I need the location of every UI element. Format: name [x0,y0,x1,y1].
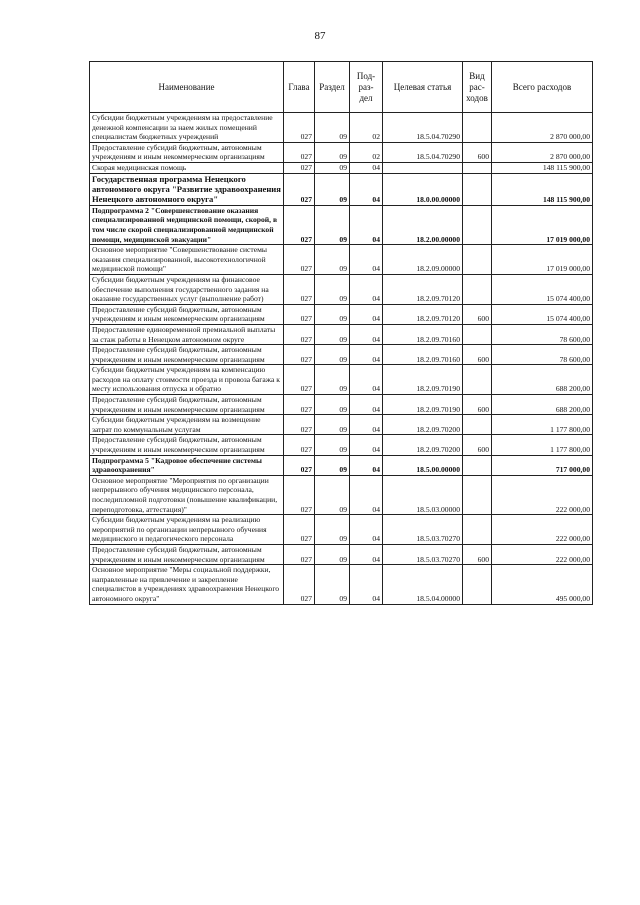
cell-target: 18.2.00.00000 [383,205,463,244]
cell-section: 09 [315,345,350,365]
cell-total: 2 870 000,00 [492,113,593,143]
cell-target: 18.5.04.70290 [383,113,463,143]
header-subsection: Под-раз-дел [350,62,383,113]
cell-section: 09 [315,455,350,475]
table-row [90,245,593,275]
table-row [90,162,593,173]
cell-subsection: 04 [350,173,383,205]
cell-name: Предоставление субсидий бюджетным, автономным учреждениям и иным некоммерческим организациям [90,435,284,455]
cell-type: 600 [463,304,492,324]
cell-type: 600 [463,435,492,455]
cell-target: 18.2.09.00000 [383,245,463,275]
page-number: 87 [314,30,326,42]
cell-subsection: 04 [350,455,383,475]
cell-total: 148 115 900,00 [492,162,593,173]
cell-type [463,173,492,205]
cell-type [463,565,492,604]
cell-section: 09 [315,245,350,275]
cell-total: 222 000,00 [492,515,593,545]
cell-name: Основное мероприятие "Меры социальной поддержки, направленные на привлечение и закрепление специалистов в учреждениях здравоохранения Ненецкого автономного округа" [90,565,284,604]
cell-target: 18.0.00.00000 [383,173,463,205]
cell-target: 18.2.09.70160 [383,345,463,365]
cell-subsection: 04 [350,304,383,324]
cell-chapter: 027 [284,565,315,604]
cell-section: 09 [315,365,350,395]
cell-type [463,324,492,344]
cell-name: Государственная программа Ненецкого автономного округа "Развитие здравоохранения Ненецкого автономного округа" [90,173,284,205]
cell-chapter: 027 [284,395,315,415]
cell-type: 600 [463,395,492,415]
cell-target: 18.2.09.70190 [383,365,463,395]
header-section: Раздел [315,62,350,113]
cell-subsection: 02 [350,142,383,162]
cell-section: 09 [315,173,350,205]
cell-chapter: 027 [284,113,315,143]
cell-total: 222 000,00 [492,544,593,564]
cell-total: 2 870 000,00 [492,142,593,162]
cell-section: 09 [315,415,350,435]
cell-section: 09 [315,435,350,455]
cell-chapter: 027 [284,162,315,173]
cell-section: 09 [315,515,350,545]
table-row [90,475,593,514]
cell-total: 15 074 400,00 [492,304,593,324]
cell-chapter: 027 [284,205,315,244]
cell-type [463,113,492,143]
header-total: Всего расходов [492,62,593,113]
cell-type [463,162,492,173]
table-row [90,455,593,475]
cell-type [463,455,492,475]
cell-name: Предоставление единовременной премиальной выплаты за стаж работы в Ненецком автономном округе [90,324,284,344]
cell-total: 688 200,00 [492,365,593,395]
cell-total: 495 000,00 [492,565,593,604]
cell-subsection: 04 [350,565,383,604]
cell-section: 09 [315,113,350,143]
cell-section: 09 [315,544,350,564]
cell-section: 09 [315,142,350,162]
cell-type [463,245,492,275]
cell-section: 09 [315,565,350,604]
cell-total: 688 200,00 [492,395,593,415]
cell-name: Субсидии бюджетным учреждениям на реализацию мероприятий по организации непрерывного обучения медицинского и педагогического персонала [90,515,284,545]
cell-name: Основное мероприятие "Мероприятия по организации непрерывного обучения медицинского персонала, последипломной подготовки (повышение квалификации, переподготовка, аттестация)" [90,475,284,514]
cell-subsection: 04 [350,245,383,275]
cell-name: Основное мероприятие "Совершенствование системы оказания специализированной, высокотехнологичной медицинской помощи" [90,245,284,275]
cell-section: 09 [315,304,350,324]
cell-subsection: 04 [350,205,383,244]
cell-section: 09 [315,162,350,173]
cell-name: Скорая медицинская помощь [90,162,284,173]
cell-subsection: 04 [350,415,383,435]
cell-target: 18.5.03.70270 [383,515,463,545]
cell-subsection: 04 [350,324,383,344]
cell-name: Предоставление субсидий бюджетным, автономным учреждениям и иным некоммерческим организациям [90,345,284,365]
cell-chapter: 027 [284,435,315,455]
cell-name: Предоставление субсидий бюджетным, автономным учреждениям и иным некоммерческим организациям [90,395,284,415]
table-row [90,345,593,365]
cell-total: 148 115 900,00 [492,173,593,205]
cell-target: 18.2.09.70120 [383,304,463,324]
cell-name: Предоставление субсидий бюджетным, автономным учреждениям и иным некоммерческим организациям [90,544,284,564]
cell-type: 600 [463,345,492,365]
cell-subsection: 02 [350,113,383,143]
cell-type [463,415,492,435]
table-row [90,142,593,162]
cell-section: 09 [315,395,350,415]
cell-name: Подпрограмма 2 "Совершенствование оказания специализированной медицинской помощи, скорой, в том числе скорой специализированной медицинской помощи, медицинской эвакуации" [90,205,284,244]
table-body [90,113,593,605]
cell-subsection: 04 [350,544,383,564]
cell-subsection: 04 [350,345,383,365]
cell-target: 18.5.03.70270 [383,544,463,564]
cell-name: Подпрограмма 5 "Кадровое обеспечение системы здравоохранения" [90,455,284,475]
header-row [90,62,593,113]
cell-target: 18.5.04.70290 [383,142,463,162]
cell-target: 18.2.09.70200 [383,435,463,455]
cell-name: Предоставление субсидий бюджетным, автономным учреждениям и иным некоммерческим организациям [90,142,284,162]
table-row [90,365,593,395]
cell-total: 717 000,00 [492,455,593,475]
cell-section: 09 [315,274,350,304]
table-row [90,113,593,143]
cell-chapter: 027 [284,142,315,162]
cell-type [463,515,492,545]
budget-table [89,61,593,605]
cell-total: 78 600,00 [492,345,593,365]
cell-chapter: 027 [284,324,315,344]
cell-section: 09 [315,324,350,344]
cell-target: 18.5.04.00000 [383,565,463,604]
cell-chapter: 027 [284,173,315,205]
cell-type [463,274,492,304]
cell-target [383,162,463,173]
cell-chapter: 027 [284,345,315,365]
cell-type: 600 [463,142,492,162]
cell-total: 17 019 000,00 [492,205,593,244]
cell-subsection: 04 [350,435,383,455]
cell-name: Субсидии бюджетным учреждениям на финансовое обеспечение выполнения государственного задания на оказание государственных услуг (выполнение работ) [90,274,284,304]
cell-target: 18.2.09.70190 [383,395,463,415]
table-row [90,324,593,344]
table-row [90,544,593,564]
cell-name: Субсидии бюджетным учреждениям на компенсацию расходов на оплату стоимости проезда и провоза багажа к месту использования отпуска и обратно [90,365,284,395]
cell-chapter: 027 [284,304,315,324]
table-row [90,415,593,435]
table-row [90,274,593,304]
cell-type [463,205,492,244]
cell-type: 600 [463,544,492,564]
cell-chapter: 027 [284,245,315,275]
cell-total: 17 019 000,00 [492,245,593,275]
cell-chapter: 027 [284,455,315,475]
cell-chapter: 027 [284,544,315,564]
header-type: Вид рас-ходов [463,62,492,113]
cell-name: Субсидии бюджетным учреждениям на предоставление денежной компенсации за наем жилых помещений специалистам бюджетных учреждений [90,113,284,143]
cell-subsection: 04 [350,274,383,304]
table-row [90,515,593,545]
cell-chapter: 027 [284,365,315,395]
header-name: Наименование [90,62,284,113]
cell-chapter: 027 [284,415,315,435]
table-row [90,304,593,324]
table-row [90,173,593,205]
cell-target: 18.2.09.70120 [383,274,463,304]
cell-target: 18.2.09.70160 [383,324,463,344]
cell-section: 09 [315,475,350,514]
header-chapter: Глава [284,62,315,113]
cell-chapter: 027 [284,515,315,545]
table-row [90,205,593,244]
cell-subsection: 04 [350,475,383,514]
cell-chapter: 027 [284,274,315,304]
cell-subsection: 04 [350,515,383,545]
cell-total: 1 177 800,00 [492,435,593,455]
table-row [90,395,593,415]
cell-target: 18.5.03.00000 [383,475,463,514]
cell-target: 18.5.00.00000 [383,455,463,475]
table-row [90,565,593,604]
cell-type [463,475,492,514]
cell-total: 222 000,00 [492,475,593,514]
cell-name: Субсидии бюджетным учреждениям на возмещение затрат по коммунальным услугам [90,415,284,435]
cell-subsection: 04 [350,365,383,395]
cell-total: 78 600,00 [492,324,593,344]
cell-section: 09 [315,205,350,244]
cell-type [463,365,492,395]
cell-target: 18.2.09.70200 [383,415,463,435]
cell-name: Предоставление субсидий бюджетным, автономным учреждениям и иным некоммерческим организациям [90,304,284,324]
header-target: Целевая статья [383,62,463,113]
table-row [90,435,593,455]
cell-subsection: 04 [350,395,383,415]
cell-subsection: 04 [350,162,383,173]
cell-total: 15 074 400,00 [492,274,593,304]
cell-chapter: 027 [284,475,315,514]
cell-total: 1 177 800,00 [492,415,593,435]
